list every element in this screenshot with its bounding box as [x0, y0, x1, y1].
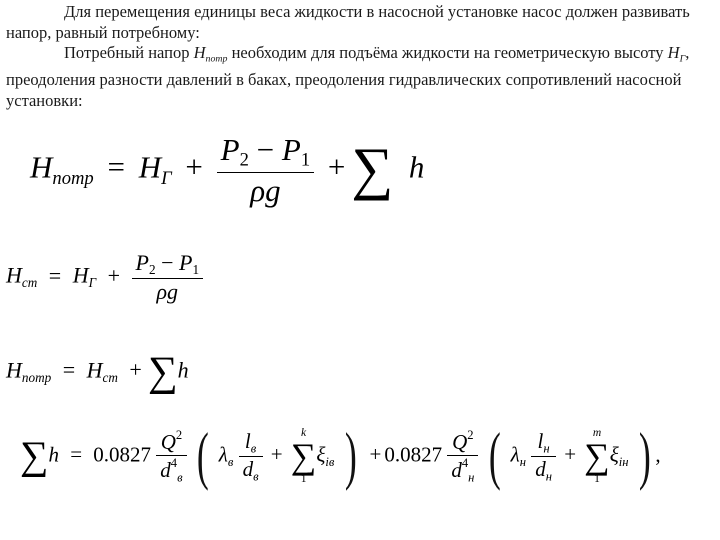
paragraph-text: Потребный напор: [64, 43, 194, 62]
inline-symbol-h-g: $H_Г$: [667, 43, 686, 65]
paragraph-text: , преодоления разности давлений в баках, преодоления гидравлических сопротивлений насосной установки:: [6, 43, 690, 111]
sum-symbol: ∑: [351, 136, 394, 201]
definition-paragraph: [6, 42, 714, 111]
inline-symbol-h-potr: $H_{потр}$: [193, 43, 228, 65]
equation-losses: ∑h = 0.0827 $\frac{Q^2}{d^4_в}$ ( $\lambda_в$ $\frac{l_в}{d_в}$ + k ∑ 1 $\xi_{iв}$ ) + 0.0827 $\frac{Q^2}{d^4_н}$ ( $\lambda_н$ $\frac{l_н}{d_н}$ + m ∑ 1 $\xi_{iн}$ ) ,: [20, 420, 661, 492]
sum-symbol: k ∑ 1: [290, 427, 317, 485]
sum-symbol: ∑: [147, 349, 178, 395]
pressure-fraction: $\frac{P_2 - P_1}{\rho g}$: [132, 250, 204, 305]
flow-fraction-discharge: $\frac{Q^2}{d^4_н}$: [447, 428, 478, 486]
length-ratio-discharge: $\frac{l_н}{d_н}$: [531, 429, 556, 485]
sum-symbol: ∑: [20, 432, 49, 478]
intro-paragraph: Для перемещения единицы веса жидкости в насосной установке насос должен развивать напор, равный потребному:: [6, 2, 690, 42]
length-ratio-suction: $\frac{l_в}{d_в}$: [239, 429, 263, 485]
equation-required-head: $H_{потр} = H_Г$ + $\frac{P_2 - P_1}{\rho g}$ + ∑ h: [30, 132, 425, 208]
sum-symbol: m ∑ 1: [584, 427, 610, 485]
equation-head-sum: $H_{потр} = H_{ст} + \sum h$: [6, 349, 189, 395]
pressure-fraction: $\frac{P_2 - P_1}{\rho g}$: [217, 132, 314, 209]
flow-fraction-suction: $\frac{Q^2}{d^4_в}$: [156, 428, 186, 486]
paragraph-text: необходим для подъёма жидкости на геометрическую высоту: [227, 43, 668, 62]
equation-static-head: $H_{ст} = H_Г$ + $\frac{P_2 - P_1}{\rho g}$: [6, 250, 203, 305]
